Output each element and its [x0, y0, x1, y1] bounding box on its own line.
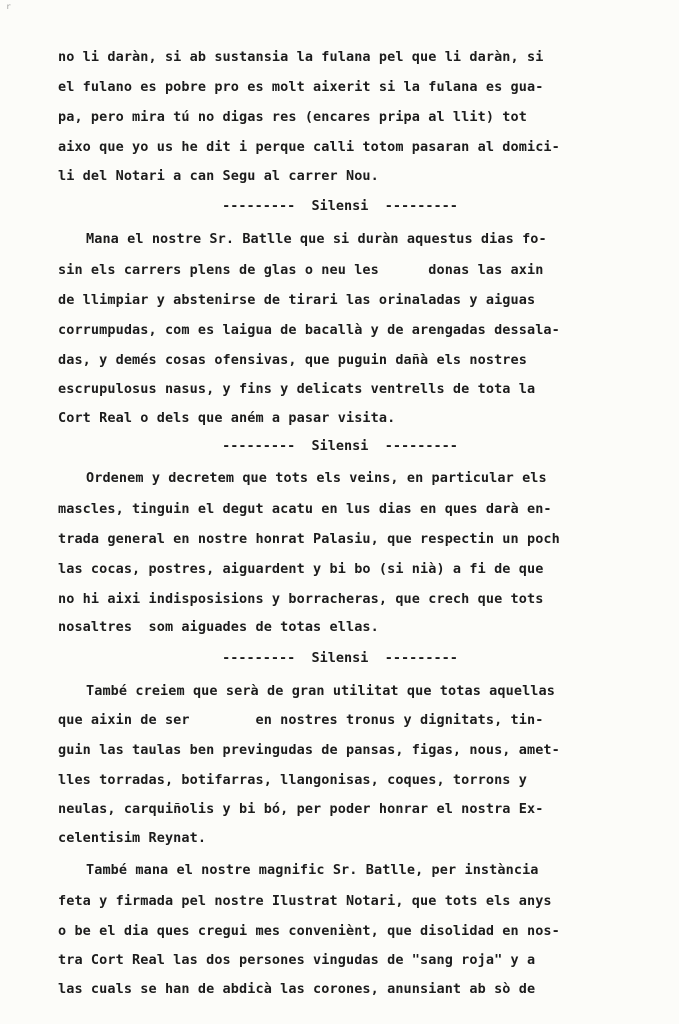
text-line: nosaltres som aiguades de totas ellas. [58, 619, 379, 635]
text-line: el fulano es pobre pro es molt aixerit si la fulana es gua- [58, 79, 544, 95]
text-line: trada general en nostre honrat Palasiu, que respectin un poch [58, 531, 560, 547]
text-line: corrumpudas, com es laigua de bacallà y de arengadas dessala- [58, 322, 560, 338]
silensi-separator: --------- Silensi --------- [222, 438, 458, 454]
text-line: las cuals se han de abdicà las corones, anunsiant ab sò de [58, 981, 536, 997]
text-line: neulas, carquiñolis y bi bó, per poder honrar el nostra Ex- [58, 801, 544, 817]
text-line: no hi aixi indisposisions y borracheras, que crech que tots [58, 591, 544, 607]
text-line: mascles, tinguin el degut acatu en lus dias en ques darà en- [58, 501, 552, 517]
silensi-separator: --------- Silensi --------- [222, 650, 458, 666]
text-line: no li daràn, si ab sustansia la fulana pel que li daràn, si [58, 49, 544, 65]
text-line: També mana el nostre magnific Sr. Batlle, per instància [86, 862, 539, 878]
text-line: sin els carrers plens de glas o neu les donas las axin [58, 262, 544, 278]
silensi-separator: --------- Silensi --------- [222, 198, 458, 214]
text-line: lles torradas, botifarras, llangonisas, coques, torrons y [58, 772, 527, 788]
text-line: o be el dia ques cregui mes conveniènt, que disolidad en nos- [58, 923, 560, 939]
text-line: escrupulosus nasus, y fins y delicats ventrells de tota la [58, 381, 536, 397]
text-line: tra Cort Real las dos persones vingudas de "sang roja" y a [58, 952, 536, 968]
text-line: pa, pero mira tú no digas res (encares pripa al llit) tot [58, 109, 527, 125]
text-line: També creiem que serà de gran utilitat que totas aquellas [86, 683, 555, 699]
text-line: feta y firmada pel nostre Ilustrat Notari, que tots els anys [58, 893, 552, 909]
text-line: Ordenem y decretem que tots els veins, en particular els [86, 470, 547, 486]
corner-mark: r [6, 2, 11, 11]
text-line: Cort Real o dels que aném a pasar visita. [58, 410, 396, 426]
text-line: li del Notari a can Segu al carrer Nou. [58, 168, 379, 184]
text-line: que aixin de ser en nostres tronus y dignitats, tin- [58, 712, 544, 728]
text-line: celentisim Reynat. [58, 830, 207, 846]
text-line: aixo que yo us he dit i perque calli totom pasaran al domici- [58, 139, 560, 155]
text-line: das, y demés cosas ofensivas, que puguin dañà els nostres [58, 352, 527, 368]
text-line: guin las taulas ben previngudas de pansas, figas, nous, amet- [58, 742, 560, 758]
text-line: de llimpiar y abstenirse de tirari las orinaladas y aiguas [58, 292, 536, 308]
text-line: las cocas, postres, aiguardent y bi bo (si nià) a fi de que [58, 561, 544, 577]
text-line: Mana el nostre Sr. Batlle que si duràn aquestus dias fo- [86, 231, 547, 247]
